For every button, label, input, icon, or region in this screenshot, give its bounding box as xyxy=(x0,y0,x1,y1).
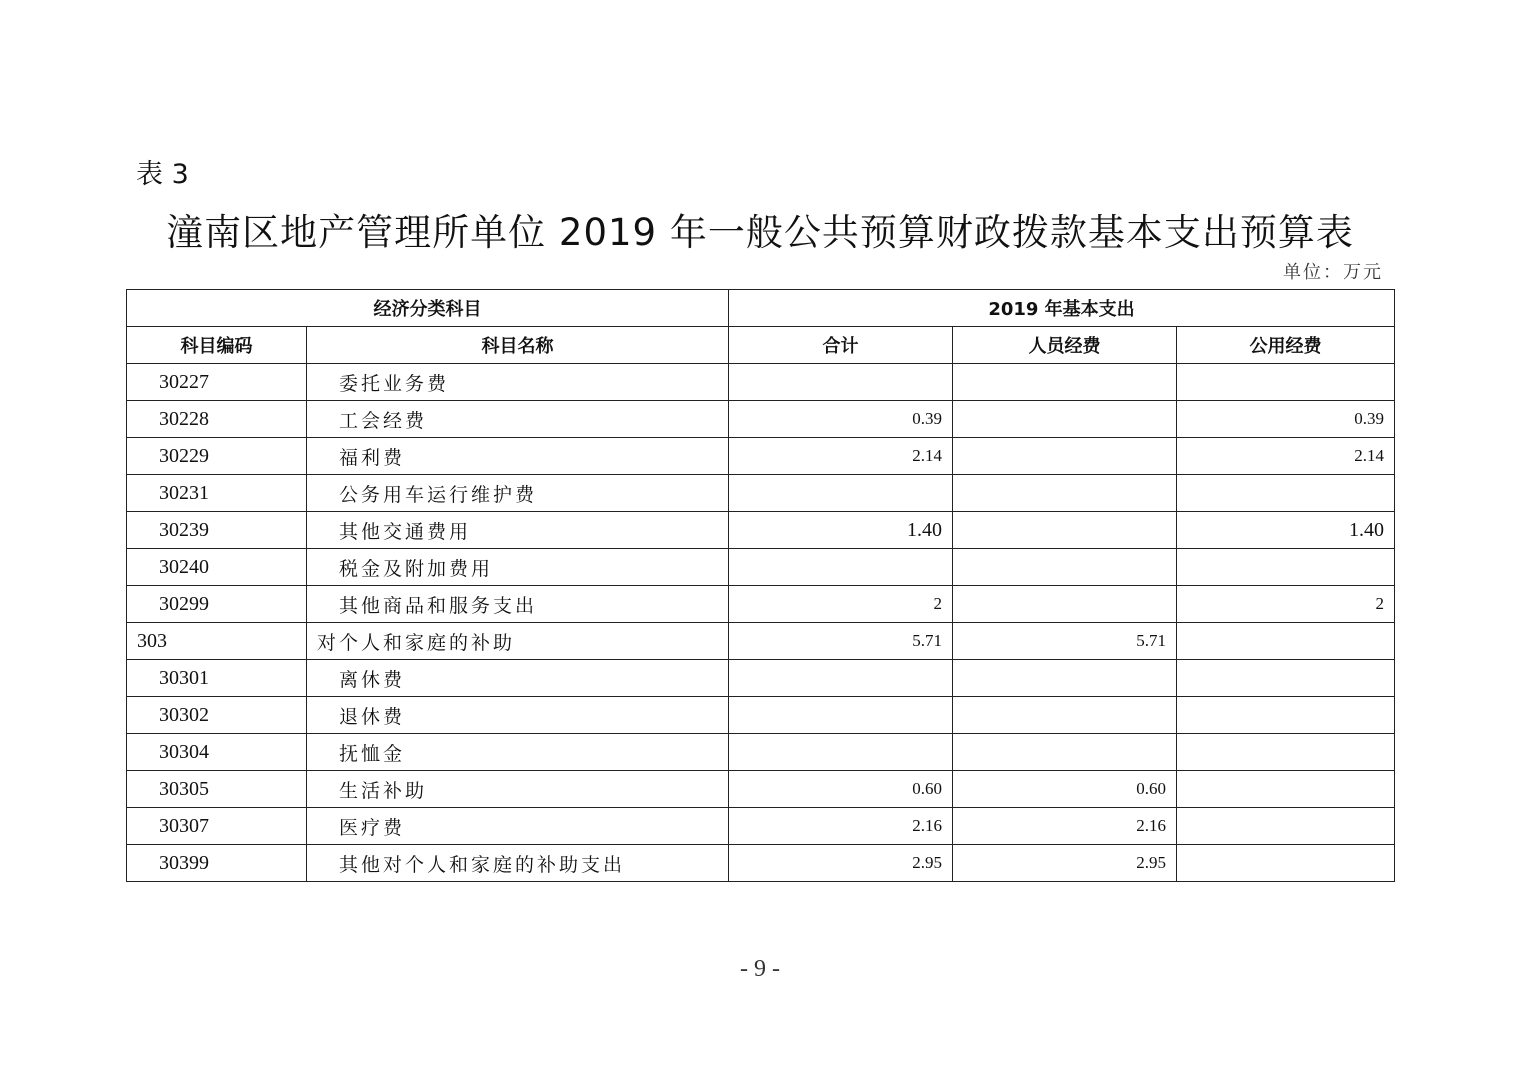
cell-code: 30301 xyxy=(127,660,307,697)
cell-code: 30228 xyxy=(127,401,307,438)
cell-code: 30227 xyxy=(127,364,307,401)
cell-public xyxy=(1177,475,1395,512)
cell-code: 30231 xyxy=(127,475,307,512)
cell-name: 其他商品和服务支出 xyxy=(307,586,729,623)
cell-personnel xyxy=(953,438,1177,475)
cell-personnel: 2.95 xyxy=(953,845,1177,882)
table-row xyxy=(127,660,1395,697)
header-economic-category: 经济分类科目 xyxy=(127,290,729,327)
cell-public xyxy=(1177,623,1395,660)
cell-total: 2.16 xyxy=(729,808,953,845)
cell-name: 福利费 xyxy=(307,438,729,475)
cell-code: 30302 xyxy=(127,697,307,734)
table-row xyxy=(127,771,1395,808)
table-row xyxy=(127,586,1395,623)
table-row xyxy=(127,808,1395,845)
cell-personnel xyxy=(953,734,1177,771)
cell-name: 生活补助 xyxy=(307,771,729,808)
cell-public xyxy=(1177,845,1395,882)
cell-personnel xyxy=(953,401,1177,438)
header-column-row xyxy=(127,327,1395,364)
cell-code: 303 xyxy=(127,623,307,660)
cell-name: 工会经费 xyxy=(307,401,729,438)
header-code: 科目编码 xyxy=(127,327,307,364)
cell-public xyxy=(1177,734,1395,771)
header-total: 合计 xyxy=(729,327,953,364)
table-row xyxy=(127,734,1395,771)
cell-total: 0.60 xyxy=(729,771,953,808)
cell-personnel xyxy=(953,660,1177,697)
cell-public: 0.39 xyxy=(1177,401,1395,438)
header-public: 公用经费 xyxy=(1177,327,1395,364)
table-row xyxy=(127,845,1395,882)
cell-name: 其他对个人和家庭的补助支出 xyxy=(307,845,729,882)
table-body xyxy=(127,364,1395,882)
table-row xyxy=(127,438,1395,475)
header-name: 科目名称 xyxy=(307,327,729,364)
header-personnel: 人员经费 xyxy=(953,327,1177,364)
cell-total xyxy=(729,549,953,586)
document-title: 潼南区地产管理所单位 2019 年一般公共预算财政拨款基本支出预算表 xyxy=(166,211,1354,254)
table-row xyxy=(127,549,1395,586)
cell-total: 1.40 xyxy=(729,512,953,549)
cell-code: 30239 xyxy=(127,512,307,549)
table-row xyxy=(127,512,1395,549)
cell-name: 对个人和家庭的补助 xyxy=(307,623,729,660)
cell-public xyxy=(1177,549,1395,586)
cell-code: 30299 xyxy=(127,586,307,623)
cell-public xyxy=(1177,364,1395,401)
cell-name: 医疗费 xyxy=(307,808,729,845)
cell-name: 委托业务费 xyxy=(307,364,729,401)
cell-code: 30240 xyxy=(127,549,307,586)
cell-public: 2.14 xyxy=(1177,438,1395,475)
cell-code: 30229 xyxy=(127,438,307,475)
cell-public xyxy=(1177,771,1395,808)
table-row xyxy=(127,475,1395,512)
page-number: - 9 - xyxy=(740,956,780,982)
cell-code: 30399 xyxy=(127,845,307,882)
cell-public xyxy=(1177,660,1395,697)
cell-total: 2.95 xyxy=(729,845,953,882)
cell-public xyxy=(1177,808,1395,845)
cell-name: 税金及附加费用 xyxy=(307,549,729,586)
unit-note: 单位：万元 xyxy=(1283,262,1383,283)
cell-personnel xyxy=(953,364,1177,401)
cell-name: 离休费 xyxy=(307,660,729,697)
cell-total: 0.39 xyxy=(729,401,953,438)
cell-personnel xyxy=(953,475,1177,512)
cell-total xyxy=(729,697,953,734)
cell-name: 其他交通费用 xyxy=(307,512,729,549)
cell-personnel: 5.71 xyxy=(953,623,1177,660)
cell-code: 30304 xyxy=(127,734,307,771)
cell-personnel xyxy=(953,586,1177,623)
cell-name: 退休费 xyxy=(307,697,729,734)
cell-code: 30307 xyxy=(127,808,307,845)
header-group-row xyxy=(127,290,1395,327)
budget-table xyxy=(126,289,1395,882)
cell-personnel: 2.16 xyxy=(953,808,1177,845)
cell-code: 30305 xyxy=(127,771,307,808)
cell-personnel xyxy=(953,549,1177,586)
cell-personnel xyxy=(953,697,1177,734)
cell-public xyxy=(1177,697,1395,734)
table-row xyxy=(127,364,1395,401)
table-label: 表 3 xyxy=(136,159,189,190)
cell-total xyxy=(729,364,953,401)
cell-total xyxy=(729,660,953,697)
cell-personnel: 0.60 xyxy=(953,771,1177,808)
table-row xyxy=(127,623,1395,660)
table-row xyxy=(127,697,1395,734)
cell-name: 公务用车运行维护费 xyxy=(307,475,729,512)
cell-total xyxy=(729,475,953,512)
cell-public: 2 xyxy=(1177,586,1395,623)
cell-public: 1.40 xyxy=(1177,512,1395,549)
cell-total: 2 xyxy=(729,586,953,623)
cell-name: 抚恤金 xyxy=(307,734,729,771)
header-basic-expenditure: 2019 年基本支出 xyxy=(729,290,1395,327)
cell-personnel xyxy=(953,512,1177,549)
cell-total: 5.71 xyxy=(729,623,953,660)
table-row xyxy=(127,401,1395,438)
cell-total xyxy=(729,734,953,771)
cell-total: 2.14 xyxy=(729,438,953,475)
